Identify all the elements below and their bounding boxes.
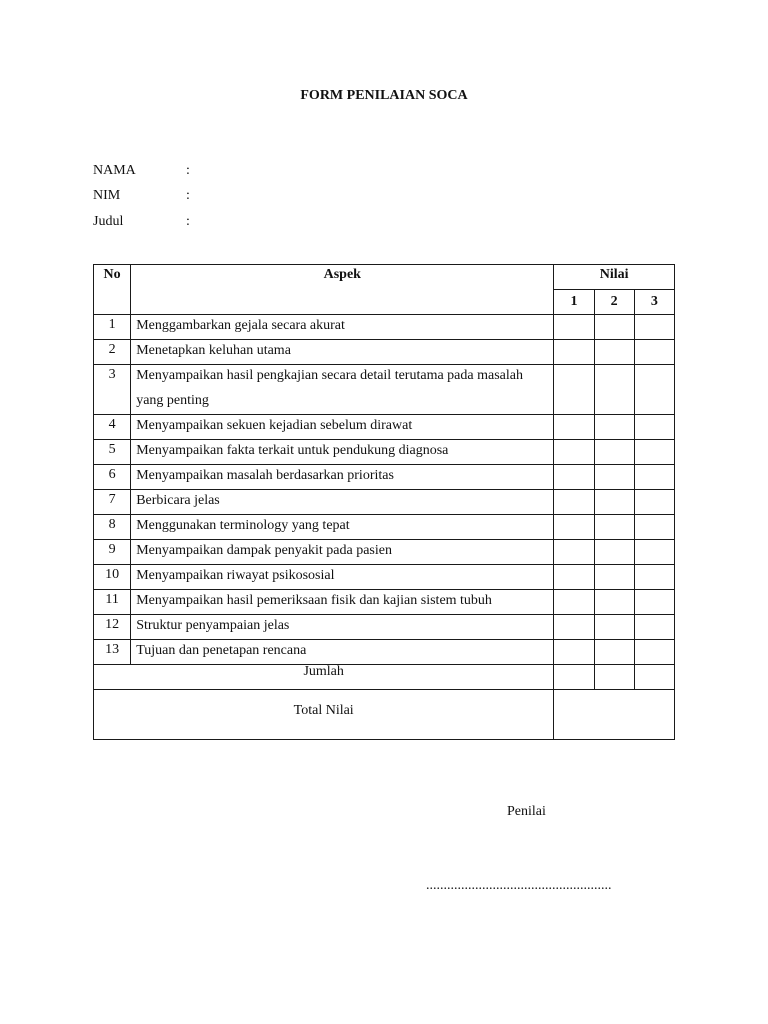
score-cell-1[interactable] [554, 490, 594, 515]
field-judul-colon: : [186, 214, 190, 229]
row-aspek: Menyampaikan hasil pemeriksaan fisik dan kajian sistem tubuh [131, 590, 554, 615]
row-number: 4 [94, 415, 131, 440]
row-number: 3 [94, 365, 131, 415]
score-cell-2[interactable] [594, 440, 634, 465]
header-aspek: Aspek [131, 265, 554, 315]
form-title: FORM PENILAIAN SOCA [300, 88, 468, 103]
score-cell-3[interactable] [634, 640, 674, 665]
score-cell-2[interactable] [594, 540, 634, 565]
score-cell-2[interactable] [594, 415, 634, 440]
row-aspek: Tujuan dan penetapan rencana [131, 640, 554, 665]
score-cell-1[interactable] [554, 615, 594, 640]
jumlah-label: Jumlah [94, 665, 554, 690]
row-number: 1 [94, 315, 131, 340]
score-cell-1[interactable] [554, 590, 594, 615]
row-number: 12 [94, 615, 131, 640]
table-row [94, 615, 675, 640]
score-cell-3[interactable] [634, 540, 674, 565]
table-row [94, 340, 675, 365]
score-cell-3[interactable] [634, 565, 674, 590]
row-aspek: Menyampaikan riwayat psikososial [131, 565, 554, 590]
table-row [94, 490, 675, 515]
field-nim-colon: : [186, 188, 190, 203]
header-score-2: 2 [594, 290, 634, 315]
row-number: 9 [94, 540, 131, 565]
table-row [94, 365, 675, 415]
row-number: 5 [94, 440, 131, 465]
field-nama-label: NAMA [93, 163, 136, 178]
score-cell-3[interactable] [634, 440, 674, 465]
table-row [94, 540, 675, 565]
row-aspek: Menyampaikan sekuen kejadian sebelum dirawat [131, 415, 554, 440]
jumlah-cell-1[interactable] [554, 665, 594, 690]
table-row [94, 465, 675, 490]
total-nilai-label: Total Nilai [94, 690, 554, 740]
penilai-label: Penilai [507, 804, 546, 819]
table-row [94, 440, 675, 465]
total-nilai-cell[interactable] [554, 690, 675, 740]
score-cell-2[interactable] [594, 365, 634, 415]
jumlah-row [94, 665, 675, 690]
table-row [94, 565, 675, 590]
field-judul-label: Judul [93, 214, 124, 229]
score-cell-3[interactable] [634, 515, 674, 540]
field-nama-colon: : [186, 163, 190, 178]
score-cell-3[interactable] [634, 415, 674, 440]
score-cell-3[interactable] [634, 590, 674, 615]
score-cell-1[interactable] [554, 515, 594, 540]
header-no: No [94, 265, 131, 315]
header-nilai: Nilai [554, 265, 675, 290]
score-cell-1[interactable] [554, 365, 594, 415]
header-score-1: 1 [554, 290, 594, 315]
row-aspek: Struktur penyampaian jelas [131, 615, 554, 640]
row-number: 8 [94, 515, 131, 540]
score-cell-2[interactable] [594, 315, 634, 340]
score-cell-1[interactable] [554, 540, 594, 565]
row-number: 7 [94, 490, 131, 515]
score-cell-3[interactable] [634, 315, 674, 340]
score-cell-2[interactable] [594, 640, 634, 665]
score-cell-2[interactable] [594, 565, 634, 590]
score-cell-1[interactable] [554, 565, 594, 590]
score-cell-3[interactable] [634, 340, 674, 365]
score-cell-3[interactable] [634, 615, 674, 640]
signature-line[interactable]: ..................................................... [426, 878, 612, 893]
row-number: 10 [94, 565, 131, 590]
field-nim-label: NIM [93, 188, 121, 203]
score-cell-3[interactable] [634, 490, 674, 515]
score-cell-1[interactable] [554, 465, 594, 490]
score-cell-2[interactable] [594, 515, 634, 540]
table-row [94, 640, 675, 665]
assessment-table [93, 264, 675, 740]
jumlah-cell-2[interactable] [594, 665, 634, 690]
score-cell-1[interactable] [554, 415, 594, 440]
row-aspek: Menyampaikan dampak penyakit pada pasien [131, 540, 554, 565]
row-number: 11 [94, 590, 131, 615]
row-aspek: Menyampaikan fakta terkait untuk pendukung diagnosa [131, 440, 554, 465]
row-aspek: Menggambarkan gejala secara akurat [131, 315, 554, 340]
table-row [94, 515, 675, 540]
score-cell-1[interactable] [554, 640, 594, 665]
table-row [94, 415, 675, 440]
row-aspek: Menyampaikan hasil pengkajian secara detail terutama pada masalah yang penting [131, 365, 554, 415]
table-row [94, 315, 675, 340]
row-aspek: Menggunakan terminology yang tepat [131, 515, 554, 540]
row-number: 13 [94, 640, 131, 665]
row-aspek: Menyampaikan masalah berdasarkan prioritas [131, 465, 554, 490]
row-number: 2 [94, 340, 131, 365]
score-cell-2[interactable] [594, 615, 634, 640]
score-cell-2[interactable] [594, 490, 634, 515]
score-cell-2[interactable] [594, 590, 634, 615]
row-aspek: Menetapkan keluhan utama [131, 340, 554, 365]
score-cell-2[interactable] [594, 465, 634, 490]
score-cell-3[interactable] [634, 465, 674, 490]
table-row [94, 590, 675, 615]
score-cell-2[interactable] [594, 340, 634, 365]
score-cell-1[interactable] [554, 340, 594, 365]
jumlah-cell-3[interactable] [634, 665, 674, 690]
header-score-3: 3 [634, 290, 674, 315]
score-cell-3[interactable] [634, 365, 674, 415]
score-cell-1[interactable] [554, 440, 594, 465]
row-number: 6 [94, 465, 131, 490]
score-cell-1[interactable] [554, 315, 594, 340]
row-aspek: Berbicara jelas [131, 490, 554, 515]
total-row [94, 690, 675, 740]
